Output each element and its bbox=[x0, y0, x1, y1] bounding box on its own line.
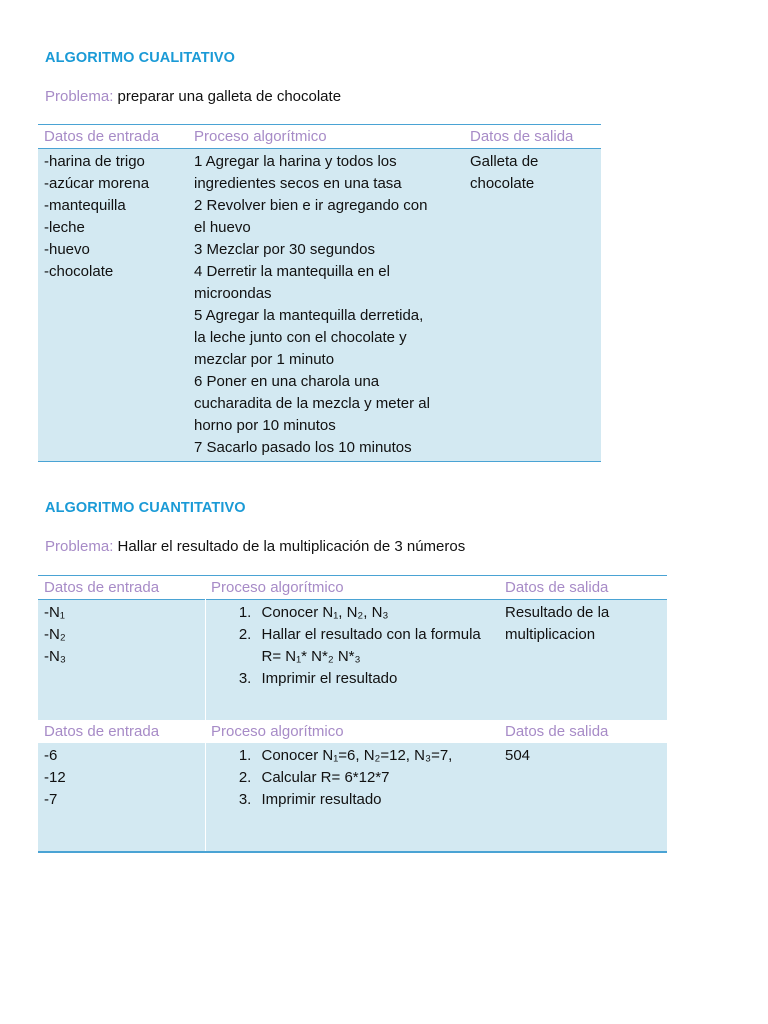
process-line: 1 Agregar la harina y todos los bbox=[194, 153, 397, 170]
list-item: -harina de trigo bbox=[44, 153, 145, 170]
output-line: multiplicacion bbox=[505, 626, 596, 643]
list-item: -chocolate bbox=[44, 263, 114, 280]
process-line: el huevo bbox=[194, 219, 251, 236]
input-list bbox=[38, 743, 205, 852]
process-line: la leche junto con el chocolate y bbox=[194, 329, 407, 346]
list-item: -N₂ bbox=[44, 626, 66, 643]
process-line: 6 Poner en una charola una bbox=[194, 373, 380, 390]
problem-label: Problema: bbox=[45, 538, 114, 555]
output-line: 504 bbox=[505, 747, 531, 764]
table-row bbox=[38, 743, 667, 852]
quantitative-table bbox=[38, 575, 667, 853]
process-line: ingredientes secos en una tasa bbox=[194, 175, 402, 192]
process-step: 1. Conocer N₁=6, N₂=12, N₃=7, bbox=[256, 745, 494, 767]
table-header-row bbox=[38, 576, 667, 600]
header-input: Datos de entrada bbox=[44, 579, 160, 596]
header-output: Datos de salida bbox=[470, 128, 574, 145]
input-list bbox=[38, 149, 188, 462]
table-row bbox=[38, 600, 667, 721]
list-item: -6 bbox=[44, 747, 58, 764]
problem-label: Problema: bbox=[45, 88, 114, 105]
process-step: 3. Imprimir el resultado bbox=[256, 668, 494, 690]
list-item: -huevo bbox=[44, 241, 90, 258]
list-item: -N₃ bbox=[44, 648, 66, 665]
header-process: Proceso algorítmico bbox=[194, 128, 327, 145]
list-item: -leche bbox=[44, 219, 85, 236]
process-line: 2 Revolver bien e ir agregando con bbox=[194, 197, 428, 214]
process-step: 3. Imprimir resultado bbox=[256, 789, 494, 811]
process-step: 2. Calcular R= 6*12*7 bbox=[256, 767, 494, 789]
problem-statement bbox=[45, 538, 465, 555]
header-output: Datos de salida bbox=[505, 723, 609, 740]
section-heading-cualitativo: ALGORITMO CUALITATIVO bbox=[45, 50, 236, 66]
process-list bbox=[205, 600, 499, 721]
table-row bbox=[38, 149, 601, 462]
process-line: 7 Sacarlo pasado los 10 minutos bbox=[194, 439, 412, 456]
process-list bbox=[205, 743, 499, 852]
input-list bbox=[38, 600, 205, 721]
process-line: 4 Derretir la mantequilla en el bbox=[194, 263, 390, 280]
output-line: Resultado de la bbox=[505, 604, 610, 621]
list-item: -azúcar morena bbox=[44, 175, 150, 192]
process-line: horno por 10 minutos bbox=[194, 417, 336, 434]
header-process: Proceso algorítmico bbox=[211, 579, 344, 596]
process-list bbox=[188, 149, 464, 462]
process-line: cucharadita de la mezcla y meter al bbox=[194, 395, 430, 412]
process-step: 2. Hallar el resultado con la formula R= N₁* N*₂ N*₃ bbox=[256, 624, 494, 668]
output-line: chocolate bbox=[470, 175, 535, 192]
list-item: -12 bbox=[44, 769, 66, 786]
qualitative-table bbox=[38, 124, 601, 462]
list-item: -N₁ bbox=[44, 604, 65, 621]
section-heading-cuantitativo: ALGORITMO CUANTITATIVO bbox=[45, 500, 246, 516]
output-list bbox=[499, 743, 667, 852]
header-output: Datos de salida bbox=[505, 579, 609, 596]
process-line: 5 Agregar la mantequilla derretida, bbox=[194, 307, 424, 324]
process-line: mezclar por 1 minuto bbox=[194, 351, 335, 368]
output-list bbox=[499, 600, 667, 721]
process-line: 3 Mezclar por 30 segundos bbox=[194, 241, 375, 258]
header-input: Datos de entrada bbox=[44, 128, 160, 145]
output-list bbox=[464, 149, 601, 462]
problem-statement bbox=[45, 88, 341, 105]
list-item: -7 bbox=[44, 791, 58, 808]
process-step: 1. Conocer N₁, N₂, N₃ bbox=[256, 602, 494, 624]
problem-text: Hallar el resultado de la multiplicación de 3 números bbox=[117, 538, 466, 555]
list-item: -mantequilla bbox=[44, 197, 126, 214]
table-subheader-row bbox=[38, 720, 667, 743]
problem-text: preparar una galleta de chocolate bbox=[117, 88, 342, 105]
output-line: Galleta de bbox=[470, 153, 539, 170]
table-header-row bbox=[38, 125, 601, 149]
header-input: Datos de entrada bbox=[44, 723, 160, 740]
process-line: microondas bbox=[194, 285, 272, 302]
header-process: Proceso algorítmico bbox=[211, 723, 344, 740]
